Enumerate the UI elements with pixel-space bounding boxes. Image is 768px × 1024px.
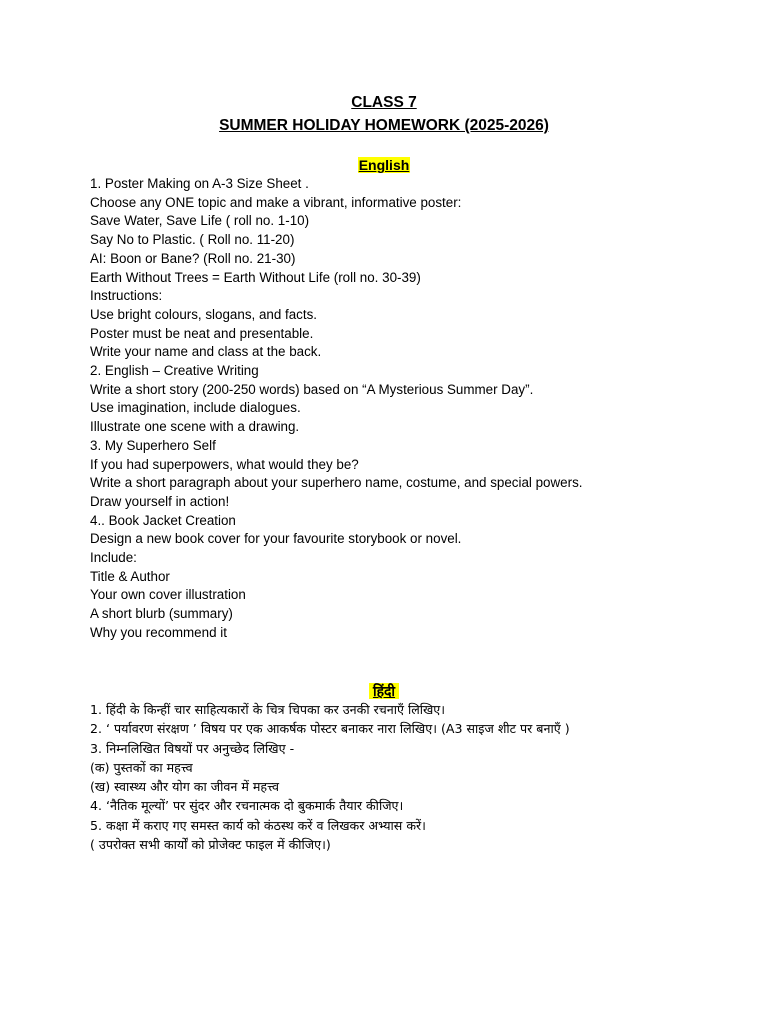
- hindi-heading-text: हिंदी: [369, 683, 399, 699]
- class-title: CLASS 7: [351, 94, 417, 111]
- english-line: Include:: [90, 550, 137, 566]
- english-line: Draw yourself in action!: [90, 493, 230, 509]
- english-line: Save Water, Save Life ( roll no. 1-10): [90, 213, 310, 229]
- hindi-line: 2. ‘ पर्यावरण संरक्षण ’ विषय पर एक आकर्षक पोस्टर बनाकर नारा लिखिए। (A3 साइज शीट पर बनाएँ ): [90, 721, 570, 737]
- english-line: Write a short paragraph about your superhero name, costume, and special powers.: [90, 475, 583, 491]
- english-line: Why you recommend it: [90, 624, 227, 640]
- english-line: Write a short story (200-250 words) based on “A Mysterious Summer Day”.: [90, 381, 534, 397]
- hindi-section-heading: [0, 682, 768, 700]
- hindi-line: 1. हिंदी के किन्हीं चार साहित्यकारों के चित्र चिपका कर उनकी रचनाएँ लिखिए।: [90, 702, 446, 717]
- hindi-line: 3. निम्नलिखित विषयों पर अनुच्छेद लिखिए -: [90, 740, 295, 756]
- hindi-line: ( उपरोक्त सभी कार्यों को प्रोजेक्ट फाइल में कीजिए।): [90, 837, 331, 853]
- english-heading-text: English: [358, 157, 410, 173]
- english-line: AI: Boon or Bane? (Roll no. 21-30): [90, 250, 296, 266]
- hindi-section-body: [90, 700, 750, 854]
- english-line: Illustrate one scene with a drawing.: [90, 419, 300, 435]
- english-line: Write your name and class at the back.: [90, 344, 322, 360]
- english-line: Design a new book cover for your favourite storybook or novel.: [90, 531, 462, 547]
- english-line: Earth Without Trees = Earth Without Life (roll no. 30-39): [90, 269, 421, 285]
- english-line: Instructions:: [90, 288, 163, 304]
- english-line: Title & Author: [90, 568, 170, 584]
- hindi-line: (ख) स्वास्थ्य और योग का जीवन में महत्त्व: [90, 779, 279, 795]
- hindi-line: (क) पुस्तकों का महत्त्व: [90, 759, 193, 775]
- english-line: Your own cover illustration: [90, 587, 246, 603]
- english-section-body: [90, 175, 750, 643]
- english-line: Use bright colours, slogans, and facts.: [90, 306, 318, 322]
- english-line: 2. English – Creative Writing: [90, 363, 259, 379]
- hindi-line: 4. ‘नैतिक मूल्यों’ पर सुंदर और रचनात्मक दो बुकमार्क तैयार कीजिए।: [90, 798, 404, 814]
- english-line: 1. Poster Making on A-3 Size Sheet .: [90, 176, 309, 191]
- hindi-line: 5. कक्षा में कराए गए समस्त कार्य को कंठस्थ करें व लिखकर अभ्यास करें।: [90, 817, 426, 833]
- english-line: 4.. Book Jacket Creation: [90, 512, 236, 528]
- homework-title: SUMMER HOLIDAY HOMEWORK (2025-2026): [219, 117, 549, 134]
- english-section-heading: [0, 156, 768, 174]
- english-line: Choose any ONE topic and make a vibrant, informative poster:: [90, 194, 462, 210]
- english-line: 3. My Superhero Self: [90, 437, 216, 453]
- english-line: Use imagination, include dialogues.: [90, 400, 301, 416]
- english-line: A short blurb (summary): [90, 606, 233, 622]
- english-line: Say No to Plastic. ( Roll no. 11-20): [90, 232, 295, 248]
- english-line: Poster must be neat and presentable.: [90, 325, 314, 341]
- english-line: If you had superpowers, what would they be?: [90, 456, 359, 472]
